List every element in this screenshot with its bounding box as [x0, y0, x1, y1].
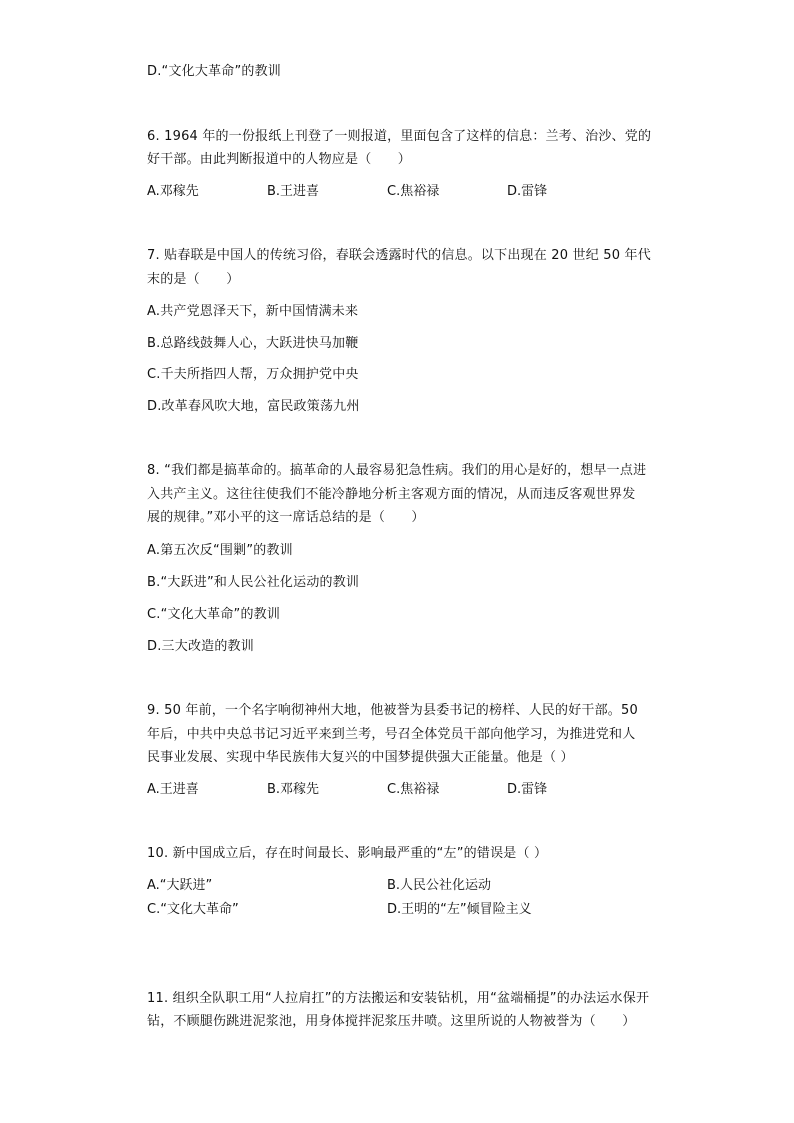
q9-stem-line3: 民事业发展、实现中华民族伟大复兴的中国梦提供强大正能量。他是（ ） — [147, 750, 574, 765]
q8-option-d: D.三大改造的教训 — [147, 639, 254, 654]
q8-option-b: B.“大跃进”和人民公社化运动的教训 — [147, 575, 360, 590]
q7-option-c: C.千夫所指四人帮，万众拥护党中央 — [147, 367, 359, 382]
q8-stem-line1: 8. “我们都是搞革命的。搞革命的人最容易犯急性病。我们的用心是好的，想早一点进 — [147, 463, 647, 478]
q9-option-d: D.雷锋 — [507, 782, 548, 797]
q9-option-b: B.邓稼先 — [267, 782, 320, 797]
q8-stem-line2: 入共产主义。这往往使我们不能冷静地分析主客观方面的情况，从而违反客观世界发 — [147, 487, 636, 502]
q8-option-a: A.第五次反“围剿”的教训 — [147, 543, 293, 558]
q9-stem-line2: 年后，中共中央总书记习近平来到兰考，号召全体党员干部向他学习，为推进党和人 — [147, 727, 636, 742]
q7-stem-line2: 末的是（ ） — [147, 272, 240, 287]
q6-stem-line1: 6. 1964 年的一份报纸上刊登了一则报道，里面包含了这样的信息：兰考、治沙、党的 — [147, 129, 652, 144]
q6-option-d: D.雷锋 — [507, 184, 548, 199]
q6-option-b: B.王进喜 — [267, 184, 320, 199]
q6-stem-line2: 好干部。由此判断报道中的人物应是（ ） — [147, 152, 412, 167]
q5-option-d: D.“文化大革命”的教训 — [147, 64, 282, 79]
q7-stem-line1: 7. 贴春联是中国人的传统习俗，春联会透露时代的信息。以下出现在 20 世纪 50 年代 — [147, 248, 651, 263]
q10-option-d: D.王明的“左”倾冒险主义 — [387, 902, 532, 917]
q9-option-a: A.王进喜 — [147, 782, 199, 797]
q8-option-c: C.“文化大革命”的教训 — [147, 607, 281, 622]
q7-option-b: B.总路线鼓舞人心，大跃进快马加鞭 — [147, 336, 359, 351]
q8-stem-line3: 展的规律。”邓小平的这一席话总结的是（ ） — [147, 510, 425, 525]
q10-option-b: B.人民公社化运动 — [387, 878, 492, 893]
q7-option-d: D.改革春风吹大地，富民政策荡九州 — [147, 399, 360, 414]
q10-option-c: C.“文化大革命” — [147, 902, 239, 917]
q6-option-c: C.焦裕禄 — [387, 184, 440, 199]
q9-option-c: C.焦裕禄 — [387, 782, 440, 797]
q7-option-a: A.共产党恩泽天下，新中国情满未来 — [147, 304, 359, 319]
q11-stem-line2: 钻，不顾腿伤跳进泥浆池，用身体搅拌泥浆压井喷。这里所说的人物被誉为（ ） — [147, 1014, 636, 1029]
q6-option-a: A.邓稼先 — [147, 184, 199, 199]
q10-stem-line1: 10. 新中国成立后，存在时间最长、影响最严重的“左”的错误是（ ） — [147, 846, 548, 861]
q10-option-a: A.“大跃进” — [147, 878, 213, 893]
q11-stem-line1: 11. 组织全队职工用“人拉肩扛”的方法搬运和安装钻机，用“盆端桶提”的办法运水保开 — [147, 991, 650, 1006]
q9-stem-line1: 9. 50 年前，一个名字响彻神州大地，他被誉为县委书记的榜样、人民的好干部。50 — [147, 703, 638, 718]
